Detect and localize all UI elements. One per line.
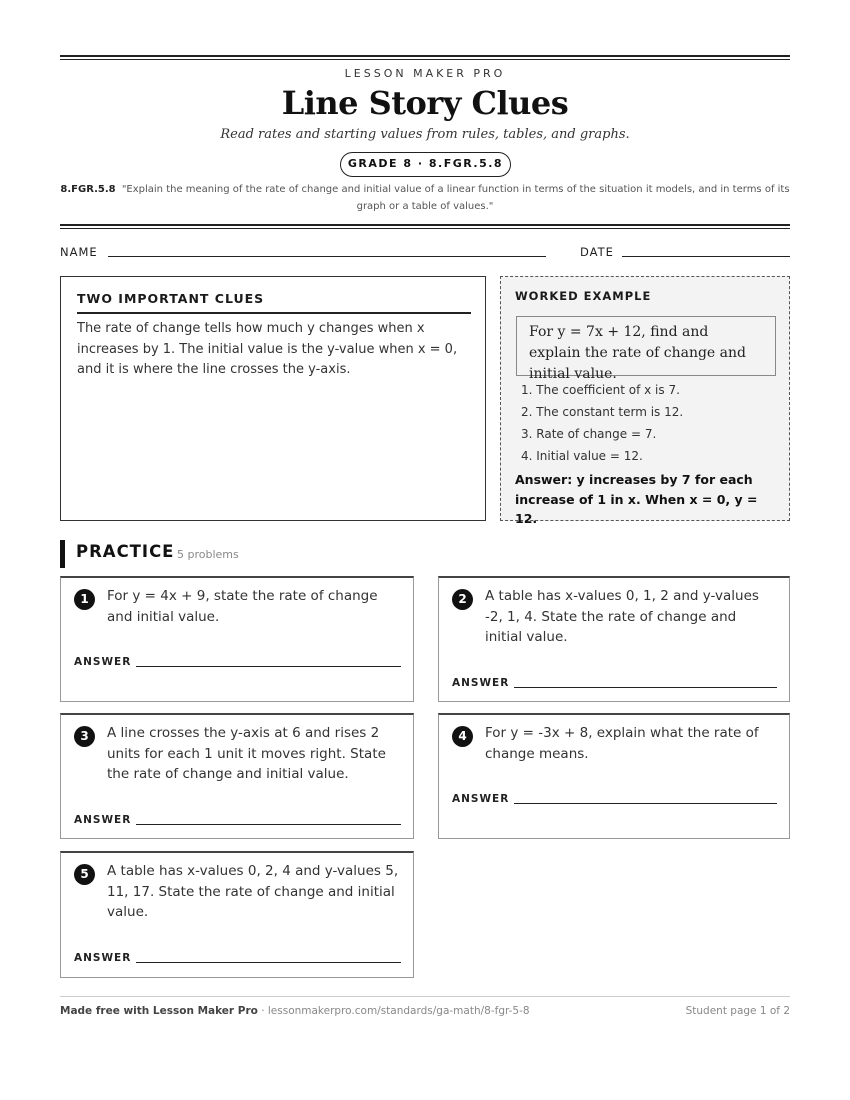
- problem-number: 4: [452, 726, 473, 747]
- problem-card-2: [438, 576, 790, 702]
- grade-badge: GRADE 8 · 8.FGR.5.8: [340, 152, 511, 177]
- worked-step: 1. The coefficient of x is 7.: [521, 383, 680, 397]
- problem-text: For y = -3x + 8, explain what the rate of change means.: [485, 725, 759, 762]
- date-line[interactable]: [622, 256, 790, 257]
- answer-label: ANSWER: [452, 793, 510, 805]
- practice-accent-bar: [60, 540, 65, 568]
- answer-line[interactable]: [136, 962, 401, 963]
- problem-number: 2: [452, 589, 473, 610]
- problem-number: 1: [74, 589, 95, 610]
- problem-text: For y = 4x + 9, state the rate of change and initial value.: [107, 588, 378, 625]
- page-title: Line Story Clues: [281, 84, 569, 122]
- worked-example-problem: For y = 7x + 12, find and explain the rate of change and initial value.: [516, 316, 776, 376]
- answer-label: ANSWER: [74, 814, 132, 826]
- worksheet-page: [60, 0, 790, 1100]
- worked-step: 3. Rate of change = 7.: [521, 427, 657, 441]
- worked-example-steps: [521, 379, 683, 467]
- footer-made-with: Made free with Lesson Maker Pro: [60, 1005, 258, 1017]
- answer-line[interactable]: [514, 687, 777, 688]
- clues-panel: [60, 276, 486, 521]
- answer-label: ANSWER: [74, 656, 132, 668]
- standard-code: 8.FGR.5.8: [60, 184, 116, 195]
- problem-card-1: [60, 576, 414, 702]
- practice-title: PRACTICE: [76, 542, 175, 561]
- problem-text: A table has x-values 0, 1, 2 and y-values -2, 1, 4. State the rate of change and initial value.: [485, 588, 759, 646]
- name-line[interactable]: [108, 256, 546, 257]
- footer-credit: [60, 1005, 530, 1017]
- problem-text: A line crosses the y-axis at 6 and rises 2 units for each 1 unit it moves right. State the rate of change and initial value.: [107, 725, 386, 783]
- date-label: DATE: [580, 245, 614, 259]
- footer-url[interactable]: · lessonmakerpro.com/standards/ga-math/8-fgr-5-8: [257, 1005, 530, 1017]
- worked-example-panel: [500, 276, 790, 526]
- worked-example-answer: Answer: y increases by 7 for each increase of 1 in x. When x = 0, y = 12.: [515, 472, 758, 526]
- footer-page-number: Student page 1 of 2: [685, 1005, 790, 1017]
- worked-step: 2. The constant term is 12.: [521, 405, 684, 419]
- header-bottom-rule: [60, 224, 790, 226]
- worked-example-title: WORKED EXAMPLE: [515, 289, 652, 303]
- page-subtitle: Read rates and starting values from rules, tables, and graphs.: [220, 127, 630, 142]
- worked-step: 4. Initial value = 12.: [521, 449, 643, 463]
- clues-text: The rate of change tells how much y changes when x increases by 1. The initial value is the y-value when x = 0, and it is where the line crosses the y-axis.: [77, 321, 458, 377]
- answer-line[interactable]: [136, 824, 401, 825]
- name-label: NAME: [60, 245, 98, 259]
- answer-label: ANSWER: [74, 952, 132, 964]
- top-double-rule: [60, 55, 790, 57]
- problem-card-3: [60, 713, 414, 839]
- clues-title: TWO IMPORTANT CLUES: [77, 291, 471, 314]
- answer-label: ANSWER: [452, 677, 510, 689]
- footer-rule: [60, 996, 790, 997]
- standard-text: "Explain the meaning of the rate of change and initial value of a linear function in terms of the situation it models, and in terms of its graph or a table of values.": [121, 184, 790, 212]
- problem-text: A table has x-values 0, 2, 4 and y-values 5, 11, 17. State the rate of change and initial value.: [107, 863, 399, 921]
- problem-card-4: [438, 713, 790, 839]
- brand-label: LESSON MAKER PRO: [344, 67, 506, 80]
- answer-line[interactable]: [136, 666, 401, 667]
- problem-card-5: [60, 851, 414, 978]
- problem-number: 5: [74, 864, 95, 885]
- standard-description: [60, 181, 790, 215]
- problem-number: 3: [74, 726, 95, 747]
- answer-line[interactable]: [514, 803, 777, 804]
- practice-count: 5 problems: [177, 548, 239, 561]
